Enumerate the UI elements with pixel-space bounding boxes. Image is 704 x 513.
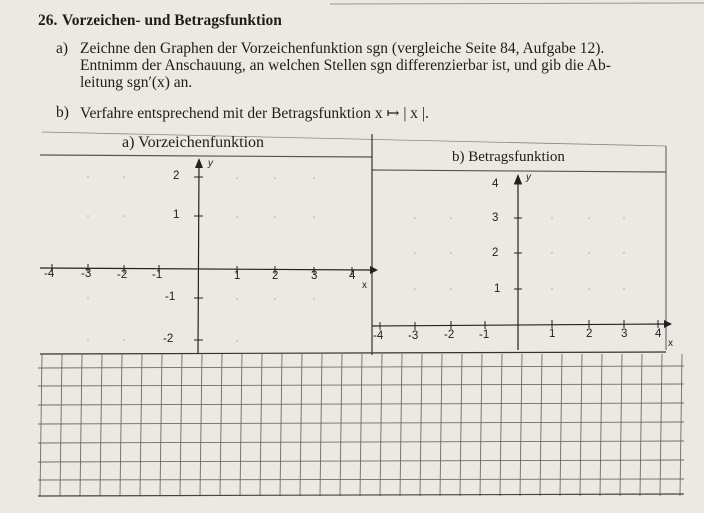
right-x-tick: 3 <box>621 328 628 340</box>
left-y-tick: -1 <box>165 291 176 303</box>
part-a-line-1: Zeichne den Graphen der Vorzeichenfunktion sgn (vergleiche Seite 84, Aufgabe 12). <box>80 40 605 57</box>
left-x-tick: -4 <box>44 268 55 280</box>
exercise-number: 26. <box>38 12 58 29</box>
part-b-marker: b) <box>56 104 69 121</box>
left-y-tick: -2 <box>163 333 174 345</box>
right-y-tick: 4 <box>492 178 499 190</box>
right-y-tick: 1 <box>494 283 501 295</box>
left-x-tick: 1 <box>234 270 241 282</box>
right-y-tick: 2 <box>492 247 499 259</box>
right-x-tick: 2 <box>586 328 593 340</box>
left-x-tick: 4 <box>349 270 356 282</box>
right-x-tick: 4 <box>655 328 662 340</box>
part-a-line-2: Entnimm der Anschauung, an welchen Stellen sgn differenzierbar ist, und gib die Ab- <box>80 57 611 74</box>
left-x-tick: -2 <box>117 269 128 281</box>
exercise-title: Vorzeichen- und Betragsfunktion <box>62 12 282 29</box>
right-x-axis-label: x <box>668 338 673 349</box>
left-panel-header: a) Vorzeichenfunktion <box>122 134 265 151</box>
right-x-tick: -3 <box>408 330 419 342</box>
left-y-tick: 2 <box>173 170 180 182</box>
right-x-tick: -1 <box>479 329 490 341</box>
left-y-tick: 1 <box>173 209 180 221</box>
part-a-line-3: leitung sgn′(x) an. <box>80 74 193 91</box>
part-b-text: Verfahre entsprechend mit der Betragsfunktion x ↦ | x |. <box>80 105 429 122</box>
right-x-tick: -2 <box>444 329 455 341</box>
left-x-tick: -3 <box>81 268 92 280</box>
left-x-tick: 3 <box>311 270 318 282</box>
right-x-tick: -4 <box>373 330 384 342</box>
left-x-tick: -1 <box>152 269 163 281</box>
right-x-tick: 1 <box>549 328 556 340</box>
part-a-marker: a) <box>56 40 69 57</box>
left-y-axis-label: y <box>208 158 213 169</box>
right-y-axis-label: y <box>526 172 531 183</box>
right-panel-header: b) Betragsfunktion <box>452 149 565 165</box>
left-x-tick: 2 <box>272 270 279 282</box>
right-y-tick: 3 <box>492 212 499 224</box>
left-x-axis-label: x <box>362 280 367 291</box>
